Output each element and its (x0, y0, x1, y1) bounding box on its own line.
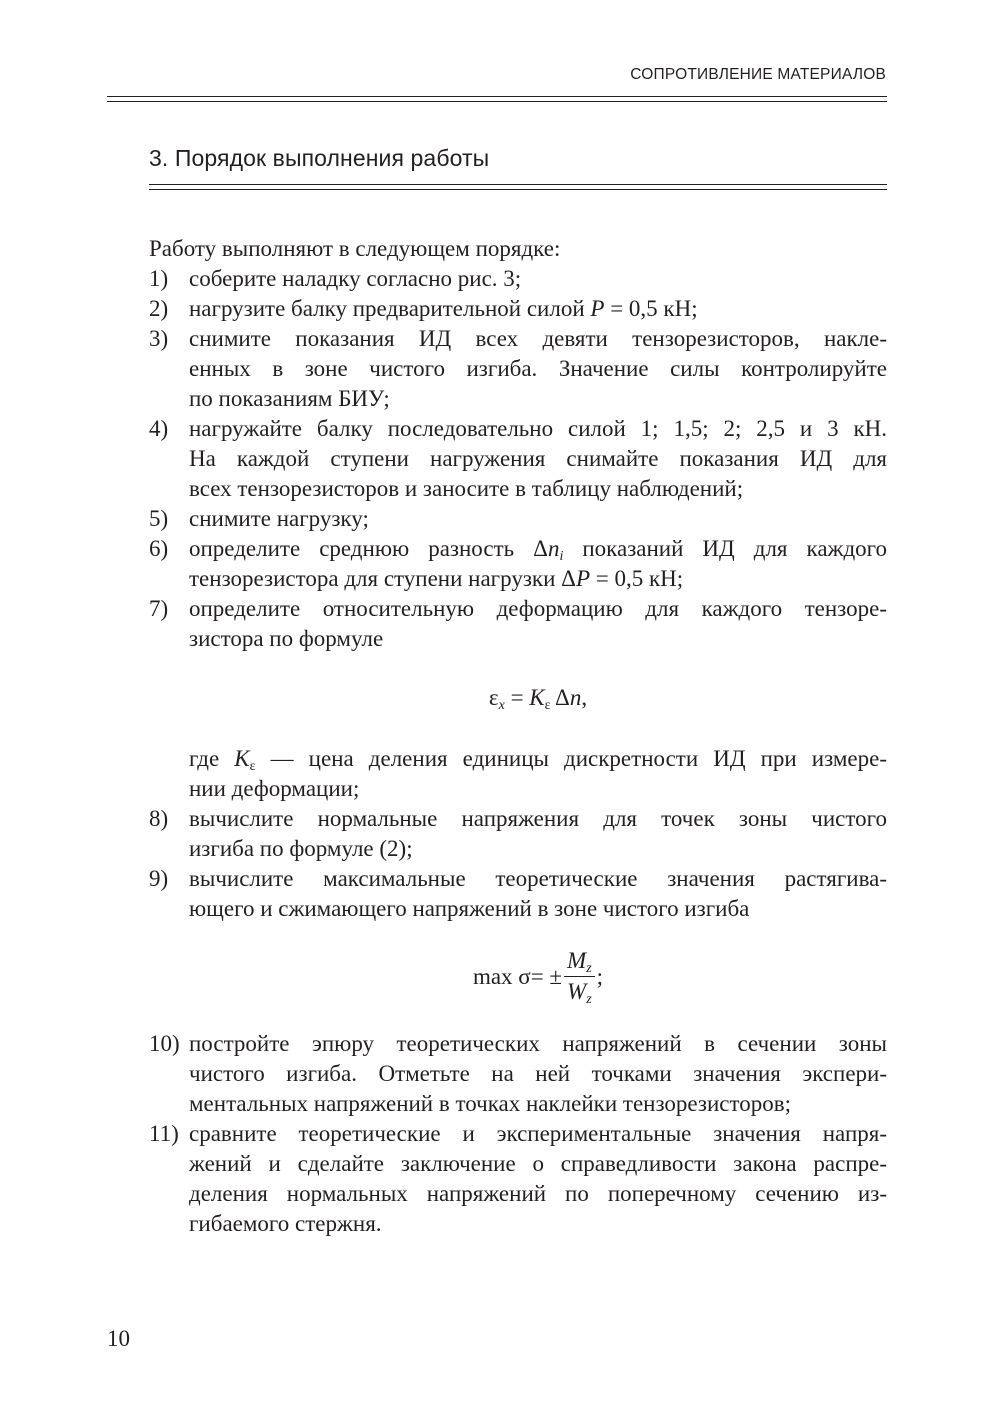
list-item-text: снимите нагрузку; (189, 506, 369, 531)
body-text (149, 234, 887, 1239)
list-item-line: жений и сделайте заключение о справедливости закона распре- (189, 1151, 887, 1176)
list-item-8 (149, 804, 887, 864)
list-item-6 (149, 534, 887, 594)
header-rule-top (107, 96, 887, 97)
header-rule-bottom (107, 101, 887, 102)
list-item-line: деления нормальных напряжений по поперечному сечению из- (189, 1181, 887, 1206)
list-item-number: 8) (149, 806, 169, 831)
list-item-line: зистора по формуле (189, 626, 384, 651)
list-item-line: гибаемого стержня. (189, 1211, 382, 1236)
list-item-line: определите относительную деформацию для каждого тензоре- (189, 596, 887, 621)
list-item-line: по показаниям БИУ; (189, 386, 390, 411)
list-item-line: вычислите нормальные напряжения для точек зоны чистого (189, 806, 887, 831)
list-item-number: 9) (149, 866, 169, 891)
list-item-2 (149, 294, 887, 324)
strain-formula: $\varepsilon_x = K_\varepsilon$ Δn, (488, 685, 588, 713)
list-item-number: 7) (149, 596, 169, 621)
page-number: 10 (107, 1326, 130, 1351)
running-head: СОПРОТИВЛЕНИЕ МАТЕРИАЛОВ (630, 66, 886, 83)
list-item-11 (149, 1119, 887, 1239)
list-item-line: тензорезистора для ступени нагрузки ΔP = 0,5 кН; (189, 566, 684, 591)
list-item-line: сравните теоретические и экспериментальные значения напря- (189, 1121, 887, 1146)
list-item-10 (149, 1029, 887, 1119)
list-item-line: постройте эпюру теоретических напряжений в сечении зоны (189, 1031, 887, 1056)
formula-explanation (149, 744, 887, 804)
list-item-line: вычислите максимальные теоретические значения растягива- (189, 866, 887, 891)
list-item-number: 1) (149, 266, 169, 291)
list-item-line: ющего и сжимающего напряжений в зоне чистого изгиба (189, 896, 750, 921)
list-item-line: определите среднюю разность $\Delta n_i$ показаний ИД для каждого (189, 536, 888, 564)
list-item-line: енных в зоне чистого изгиба. Значение силы контролируйте (189, 356, 887, 381)
list-item-line: нагружайте балку последовательно силой 1; 1,5; 2; 2,5 и 3 кН. (189, 416, 887, 441)
list-item-line: всех тензорезисторов и заносите в таблицу наблюдений; (189, 476, 744, 501)
list-item-line: чистого изгиба. Отметьте на ней точками значения экспери- (189, 1061, 887, 1086)
explanation-line: нии деформации; (189, 776, 360, 801)
list-item-number: 10) (149, 1031, 180, 1056)
list-item-number: 11) (149, 1121, 179, 1146)
list-item-3 (149, 324, 887, 414)
list-item-number: 5) (149, 506, 169, 531)
intro-paragraph: Работу выполняют в следующем порядке: (149, 236, 561, 261)
list-item-5 (149, 504, 887, 534)
list-item-line: На каждой ступени нагружения снимайте показания ИД для (189, 446, 887, 471)
list-item-line: ментальных напряжений в точках наклейки тензорезисторов; (189, 1091, 792, 1116)
list-item-number: 2) (149, 296, 169, 321)
section-title: 3. Порядок выполнения работы (149, 145, 490, 171)
stress-formula: max σ = ± $\frac{M_z}{W_z}$ ; (472, 948, 604, 1007)
list-item-text: соберите наладку согласно рис. 3; (189, 266, 522, 291)
list-item-line: снимите показания ИД всех девяти тензорезисторов, накле- (189, 326, 887, 351)
stress-fraction: $\frac{M_z}{W_z}$ (564, 946, 595, 1007)
list-item-number: 4) (149, 416, 169, 441)
list-item-number: 6) (149, 536, 169, 561)
list-item-7 (149, 594, 887, 654)
list-item-1 (149, 264, 887, 294)
list-item-number: 3) (149, 326, 169, 351)
list-item-4 (149, 414, 887, 504)
section-rule-top (149, 184, 887, 185)
list-item-text: нагрузите балку предварительной силой P = 0,5 кН; (189, 296, 698, 321)
list-item-line: изгиба по формуле (2); (189, 836, 413, 861)
section-rule-bottom (149, 189, 887, 190)
explanation-line: где $K_\varepsilon$ — цена деления единицы дискретности ИД при измере- (189, 746, 887, 774)
list-item-9 (149, 864, 887, 924)
